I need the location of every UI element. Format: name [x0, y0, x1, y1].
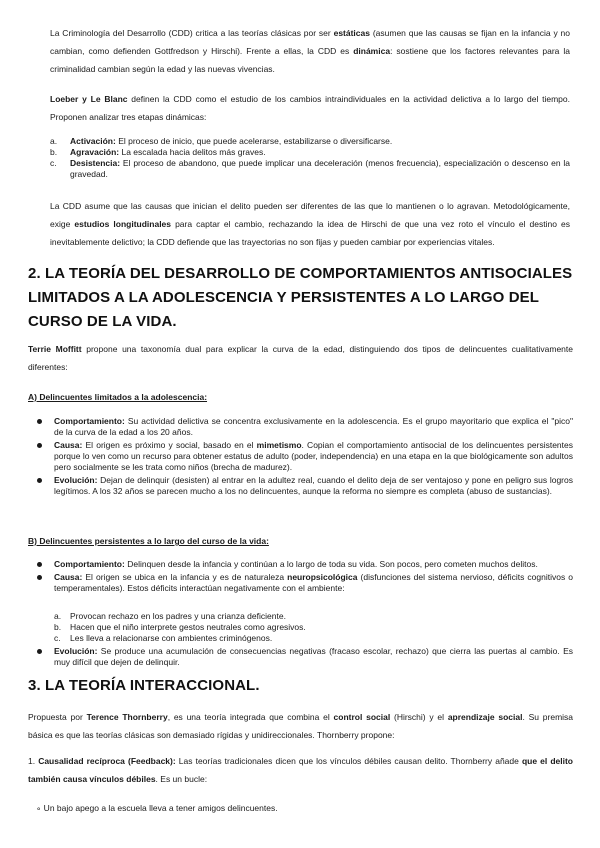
text-run: definen la CDD como el estudio de los cambios intraindividuales en la actividad delictiva a lo largo del tiempo. Proponen analizar tres etapas dinámicas: — [50, 94, 571, 122]
bold-term: Comportamiento: — [54, 559, 125, 569]
list-item — [36, 416, 573, 438]
bold-term: mimetismo — [256, 440, 302, 450]
bold-term: neuropsicológica — [287, 572, 358, 582]
text-run: (Hirschi) y el — [390, 712, 448, 722]
text-run: La CDD asume que las causas que inician el delito pueden ser diferentes de las que lo mantienen o lo agravan. Metodológicamente, exige — [50, 201, 570, 229]
text-run: Las teorías tradicionales dicen que los vínculos débiles causan delito. Thornberry añade — [175, 756, 522, 766]
list-item — [54, 611, 573, 622]
intro-paragraph-3 — [50, 197, 570, 251]
text-run: La escalada hacia delitos más graves. — [119, 147, 266, 157]
stages-list — [50, 136, 570, 180]
text-run: El proceso de inicio, que puede acelerarse, estabilizarse o diversificarse. — [115, 136, 393, 146]
section-3-paragraph-2 — [28, 752, 573, 788]
loop-bullet: ∘ Un bajo apego a la escuela lleva a tener amigos delincuentes. — [36, 803, 278, 813]
bullet-dot — [37, 443, 42, 448]
text-run: propone una taxonomía dual para explicar la curva de la edad, distinguiendo dos tipos de delincuentes cualitativamente diferentes: — [28, 344, 574, 372]
text-run: , es una teoría integrada que combina el — [167, 712, 334, 722]
section-2-heading: 2. LA TEORÍA DEL DESARROLLO DE COMPORTAMIENTOS ANTISOCIALES LIMITADOS A LA ADOLESCENCIA Y PERSISTENTES A LO LARGO DEL CURSO DE LA VIDA. — [28, 265, 573, 330]
bold-term: Evolución: — [54, 646, 98, 656]
text-run: (disfunciones del sistema nervioso, déficits cognitivos o temperamentales). Estos déficits interactúan negativamente con el ambiente: — [54, 572, 573, 593]
list-item — [50, 158, 570, 180]
bold-term: Causa: — [54, 440, 83, 450]
text-run: Dejan de delinquir (desisten) al entrar en la adultez real, cuando el delito deja de ser ventajoso y pone en peligro sus logros legítimos. A los 32 años se parecen mucho a los no delincuentes, aunque la reforma no siempre es completa (abuso de sustancias). — [54, 475, 573, 496]
text-run: . Copian el comportamiento antisocial de los delincuentes persistentes porque lo ven como un recurso para obtener estatus de adulto (poder, independencia) en una etapa en la que biológicamente son adultos pero socialmente se les trata como niños (brecha de madurez). — [54, 440, 573, 472]
group-b-list — [36, 559, 573, 596]
bold-term: Causalidad recíproca (Feedback): — [38, 756, 176, 766]
section-3-paragraph-1 — [28, 708, 573, 744]
list-item — [36, 572, 573, 594]
list-marker: b. — [50, 147, 58, 157]
bold-term: Agravación: — [70, 147, 120, 157]
text-run: (asumen que las causas se fijan en la infancia y no cambian, como defienden Gottfredson y Hirschi). Frente a ellas, la CDD es — [50, 28, 570, 56]
bold-term: Terence Thornberry — [86, 712, 168, 722]
list-item — [36, 475, 573, 497]
text-run: . Su premisa básica es que las teorías clásicas son demasiado rígidas y unidireccionales. Thornberry propone: — [28, 712, 574, 740]
text-run: Provocan rechazo en los padres y una crianza deficiente. — [70, 611, 286, 621]
text-run: para captar el cambio, rechazando la idea de Hirschi de que una vez roto el vínculo el destino es inevitablemente delictivo; la CDD defiende que las trayectorias no son fijas y pueden cambiar por experiencias vitales. — [50, 219, 570, 247]
bold-term: Comportamiento: — [54, 416, 125, 426]
list-item — [50, 147, 570, 158]
list-marker: a. — [54, 611, 62, 621]
text-run: El origen es próximo y social, basado en el — [82, 440, 257, 450]
text-run: . Es un bucle: — [155, 774, 208, 784]
group-a-list — [36, 416, 573, 499]
bold-term: dinámica — [353, 46, 391, 56]
bold-term: Terrie Moffitt — [28, 344, 82, 354]
text-run: 1. — [28, 756, 39, 766]
bold-term: Activación: — [70, 136, 116, 146]
text-run: Hacen que el niño interprete gestos neutrales como agresivos. — [70, 622, 306, 632]
list-item — [50, 136, 570, 147]
text-run: Les lleva a relacionarse con ambientes criminógenos. — [70, 633, 273, 643]
bold-term: aprendizaje social — [447, 712, 523, 722]
list-marker: c. — [54, 633, 61, 643]
bullet-dot — [37, 575, 42, 580]
group-b-title: B) Delincuentes persistentes a lo largo del curso de la vida: — [28, 536, 269, 546]
list-marker: c. — [50, 158, 57, 168]
text-run: Propuesta por — [28, 712, 87, 722]
bullet-dot — [37, 562, 42, 567]
intro-paragraph-1 — [50, 24, 570, 78]
text-run: Su actividad delictiva se concentra exclusivamente en la adolescencia. Es el grupo mayoritario que explica el "pico" de la curva de la edad a los 20 años. — [54, 416, 573, 437]
bullet-dot — [37, 419, 42, 424]
intro-paragraph-2 — [50, 90, 570, 126]
bold-term: control social — [333, 712, 391, 722]
list-item — [54, 622, 573, 633]
text-run: : sostiene que los factores relevantes para la criminalidad cambian según la edad y las nuevas vivencias. — [50, 46, 570, 74]
section-2-intro — [28, 340, 573, 376]
list-item — [36, 646, 573, 668]
group-a-title: A) Delincuentes limitados a la adolescencia: — [28, 392, 208, 402]
bold-term: Desistencia: — [70, 158, 121, 168]
bold-term: Evolución: — [54, 475, 98, 485]
text-run: Se produce una acumulación de consecuencias negativas (fracaso escolar, rechazo) que cierra las puertas al cambio. Es muy difícil que dejen de delinquir. — [54, 646, 573, 667]
list-item — [36, 440, 573, 473]
list-item — [36, 559, 573, 570]
bullet-dot — [37, 478, 42, 483]
list-marker: a. — [50, 136, 58, 146]
bold-term: Causa: — [54, 572, 83, 582]
group-b-sublist — [54, 611, 573, 644]
text-run: El proceso de abandono, que puede implicar una deceleración (menos frecuencia), especialización o descenso en la gravedad. — [70, 158, 570, 179]
list-item — [54, 633, 573, 644]
bold-term: Loeber y Le Blanc — [50, 94, 128, 104]
section-3-heading: 3. LA TEORÍA INTERACCIONAL. — [28, 677, 260, 694]
list-marker: b. — [54, 622, 62, 632]
bullet-dot — [37, 649, 42, 654]
text-run: Delinquen desde la infancia y continúan a lo largo de toda su vida. Son pocos, pero cometen muchos delitos. — [124, 559, 538, 569]
group-b-list-continued — [36, 646, 573, 670]
bold-term: estudios longitudinales — [74, 219, 172, 229]
text-run: La Criminología del Desarrollo (CDD) critica a las teorías clásicas por ser — [50, 28, 334, 38]
bold-term: estáticas — [333, 28, 370, 38]
text-run: El origen se ubica en la infancia y es de naturaleza — [82, 572, 288, 582]
bold-term: que el delito también causa vínculos débiles — [28, 756, 574, 784]
